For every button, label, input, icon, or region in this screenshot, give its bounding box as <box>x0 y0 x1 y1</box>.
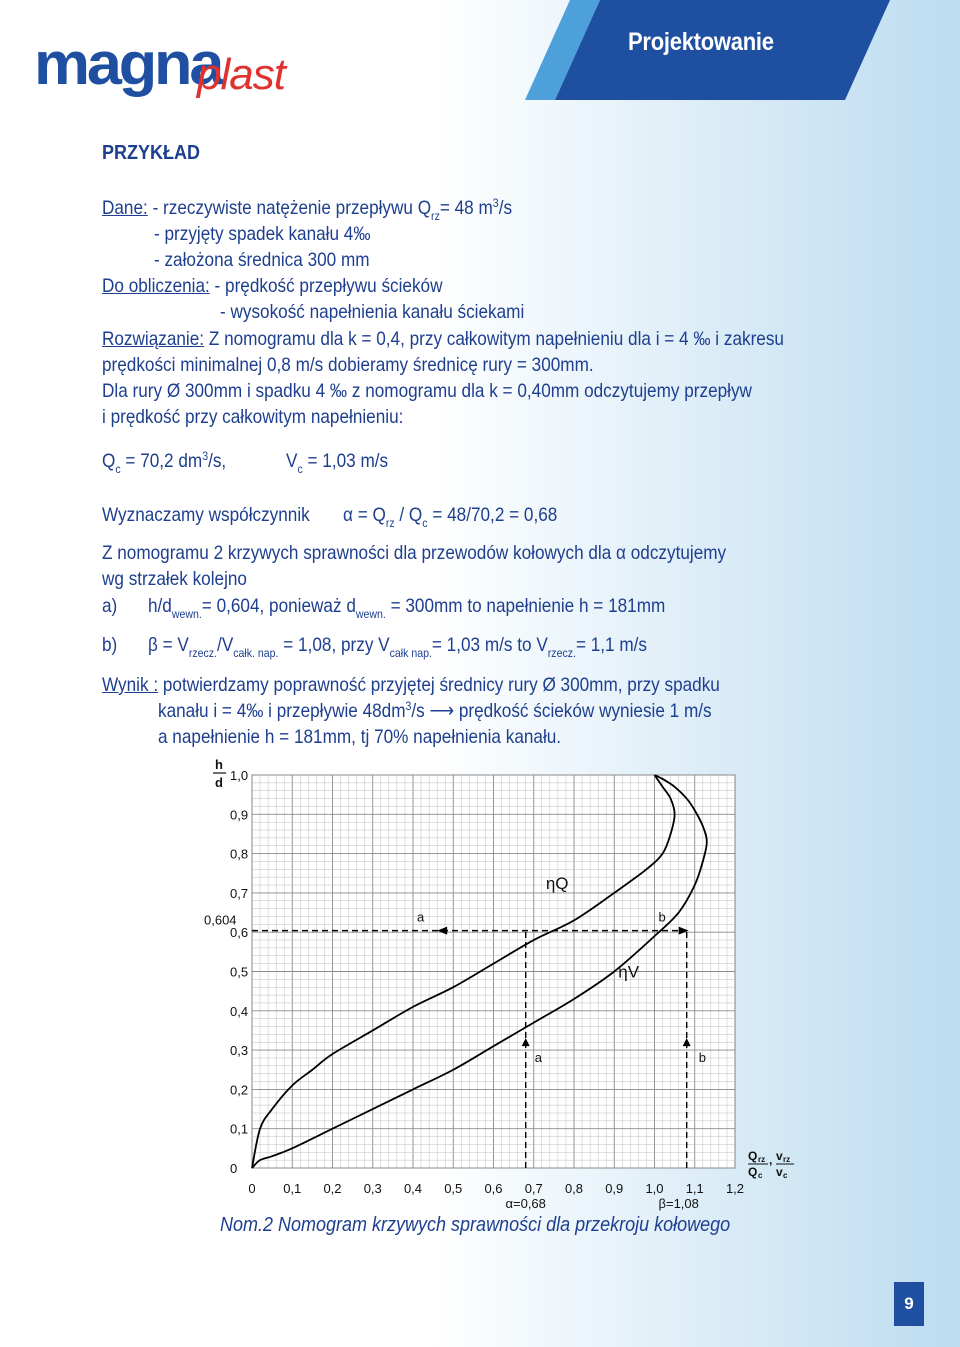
alpha-result: = 48/70,2 = 0,68 <box>427 504 558 526</box>
y-tick-label: 0,8 <box>230 846 249 862</box>
x-tick-label: 0,3 <box>363 1181 382 1196</box>
step-a-result: = 300mm to napełnienie h = 181mm <box>385 595 666 617</box>
step-b-result: = 1,1 m/s <box>575 634 648 656</box>
x-tick-label: 0,9 <box>605 1181 624 1196</box>
step-a-line <box>148 593 665 619</box>
wynik-text: potwierdzamy poprawność przyjętej średnicy rury Ø 300mm, przy spadku <box>158 674 720 696</box>
step-b-sub-1: rzecz. <box>188 646 218 660</box>
nomogram-chart <box>190 755 800 1215</box>
alpha-mid: / Q <box>394 504 423 526</box>
x-tick-label: 0,6 <box>484 1181 503 1196</box>
step-b-sub-2: całk. nap. <box>233 646 279 660</box>
wsp-formula <box>343 502 557 528</box>
wynik-line-2 <box>158 698 712 724</box>
vc-line <box>286 448 388 474</box>
series-label-eta-v: ηV <box>618 962 640 982</box>
x-axis-label-qrz: Q <box>748 1149 758 1163</box>
x-axis-label-qrz-sub: rz <box>758 1155 766 1164</box>
section-title: PRZYKŁAD <box>102 142 201 164</box>
y-tick-label: 0,7 <box>230 885 249 901</box>
dane-unit: /s <box>498 197 513 219</box>
dane-line-3: - założona średnica 300 mm <box>154 249 370 271</box>
x-tick-label: 0,2 <box>323 1181 342 1196</box>
step-b-text-2: = 1,03 m/s to V <box>431 634 548 656</box>
y-tick-label: 0,2 <box>230 1082 249 1098</box>
vc-sub: c <box>297 462 303 476</box>
magnaplast-logo <box>34 22 324 112</box>
wynik-line-1 <box>102 672 720 698</box>
x-axis-label-vrz: v <box>776 1149 783 1163</box>
arrow-label-b-bottom: b <box>698 1049 706 1065</box>
nomogram-text-1: Z nomogramu 2 krzywych sprawności dla przewodów kołowych dla α odczytujemy <box>102 542 727 564</box>
x-tick-label: 0,7 <box>524 1181 543 1196</box>
do-obliczenia-line-1 <box>102 273 442 299</box>
x-tick-label: 1,2 <box>725 1181 745 1196</box>
y-tick-label: 0,5 <box>230 964 249 980</box>
arrow-label-b-top: b <box>658 909 666 925</box>
dane-value: = 48 m <box>439 197 493 219</box>
step-a-sub-2: wewn. <box>355 607 386 621</box>
y-tick-label: 0,3 <box>230 1043 249 1059</box>
series-label-eta-q: ηQ <box>545 873 569 893</box>
x-tick-label: 1,1 <box>685 1181 704 1196</box>
rozwiazanie-line-4: i prędkość przy całkowitym napełnieniu: <box>102 406 404 428</box>
step-a-text: = 0,604, ponieważ d <box>201 595 356 617</box>
dane-line-1 <box>102 195 512 221</box>
qc-symbol: Q <box>102 450 116 472</box>
arrow-label-a-bottom: a <box>534 1049 542 1065</box>
rozwiazanie-line-2: prędkości minimalnej 0,8 m/s dobieramy średnicę rury = 300mm. <box>102 354 594 376</box>
y-tick-label: 0,1 <box>230 1121 249 1137</box>
rozwiazanie-text: Z nomogramu dla k = 0,4, przy całkowitym napełnieniu dla i = 4 ‰ i zakresu <box>204 328 784 350</box>
page-number: 9 <box>894 1282 924 1326</box>
alpha-sub-rz: rz <box>385 516 395 530</box>
x-axis-label-sep: , <box>769 1153 773 1167</box>
y-tick-label: 1,0 <box>230 768 249 783</box>
y-tick-label: 0 <box>230 1161 238 1176</box>
chart-grid <box>252 775 735 1168</box>
x-axis-label-qc: Q <box>748 1165 758 1179</box>
x-tick-label: 0,1 <box>283 1181 302 1196</box>
x-tick-label: 0,5 <box>444 1181 463 1196</box>
dane-text: - rzeczywiste natężenie przepływu Q <box>147 197 432 219</box>
x-axis-label-qc-sub: c <box>758 1171 763 1180</box>
svg-text:magna: magna <box>34 30 222 98</box>
qc-line <box>102 448 226 474</box>
beta-label: β=1,08 <box>658 1196 699 1211</box>
x-tick-label: 0,8 <box>564 1181 584 1196</box>
wynik-text-3: /s ⟶ prędkość ścieków wyniesie 1 m/s <box>411 700 712 722</box>
qc-sup: 3 <box>202 449 209 463</box>
y-marker-label: 0,604 <box>204 912 237 928</box>
dane-sub: rz <box>431 209 440 223</box>
dane-label: Dane: <box>102 197 148 219</box>
do-obliczenia-text: - prędkość przepływu ścieków <box>209 275 443 297</box>
step-a-label: a) <box>102 595 118 617</box>
qc-unit: /s, <box>208 450 227 472</box>
y-axis-label-d: d <box>215 775 223 790</box>
arrow-label-a-top: a <box>417 909 425 925</box>
rozwiazanie-line-3: Dla rury Ø 300mm i spadku 4 ‰ z nomogramu dla k = 0,40mm odczytujemy przepływ <box>102 380 752 402</box>
rozwiazanie-label: Rozwiązanie: <box>102 328 205 350</box>
wsp-text: Wyznaczamy współczynnik <box>102 504 310 526</box>
step-a-hd: h/d <box>148 595 172 617</box>
wynik-line-3: a napełnienie h = 181mm, tj 70% napełnienia kanału. <box>158 726 562 748</box>
step-b-div: /V <box>217 634 234 656</box>
alpha-formula: α = Q <box>343 504 386 526</box>
dane-line-2: - przyjęty spadek kanału 4‰ <box>154 223 371 245</box>
vc-value: = 1,03 m/s <box>302 450 389 472</box>
do-obliczenia-line-2: - wysokość napełnienia kanału ściekami <box>220 301 525 323</box>
alpha-label: α=0,68 <box>505 1196 546 1211</box>
step-b-beta: β = V <box>148 634 189 656</box>
x-tick-label: 0 <box>248 1181 256 1196</box>
qc-sub: c <box>115 462 121 476</box>
x-axis-label-vrz-sub: rz <box>783 1155 791 1164</box>
y-axis-label-h: h <box>215 757 223 772</box>
step-b-sub-4: rzecz. <box>547 646 576 660</box>
header-title: Projektowanie <box>628 28 774 56</box>
chart-caption: Nom.2 Nomogram krzywych sprawności dla przekroju kołowego <box>220 1214 731 1236</box>
dane-sup: 3 <box>492 196 499 210</box>
alpha-sub-c: c <box>422 516 428 530</box>
step-b-text: = 1,08, przy V <box>278 634 390 656</box>
x-axis-label-vc-sub: c <box>783 1171 788 1180</box>
y-tick-label: 0,9 <box>230 807 249 823</box>
wynik-label: Wynik : <box>102 674 159 696</box>
vc-symbol: V <box>286 450 298 472</box>
step-b-label: b) <box>102 634 118 656</box>
svg-text:plast: plast <box>197 50 285 99</box>
step-a-sub-1: wewn. <box>171 607 202 621</box>
y-tick-label: 0,6 <box>230 925 249 941</box>
x-axis-label-vc: v <box>776 1165 783 1179</box>
x-tick-label: 1,0 <box>645 1181 664 1196</box>
qc-value: = 70,2 dm <box>120 450 203 472</box>
wynik-text-2: kanału i = 4‰ i przepływie 48dm <box>158 700 406 722</box>
nomogram-text-2: wg strzałek kolejno <box>102 568 247 590</box>
rozwiazanie-line-1 <box>102 326 784 352</box>
step-b-sub-3: całk nap. <box>389 646 432 660</box>
x-tick-label: 0,4 <box>403 1181 423 1196</box>
step-b-line <box>148 632 647 658</box>
wynik-sup: 3 <box>405 699 412 713</box>
y-tick-label: 0,4 <box>230 1003 249 1019</box>
do-obliczenia-label: Do obliczenia: <box>102 275 210 297</box>
